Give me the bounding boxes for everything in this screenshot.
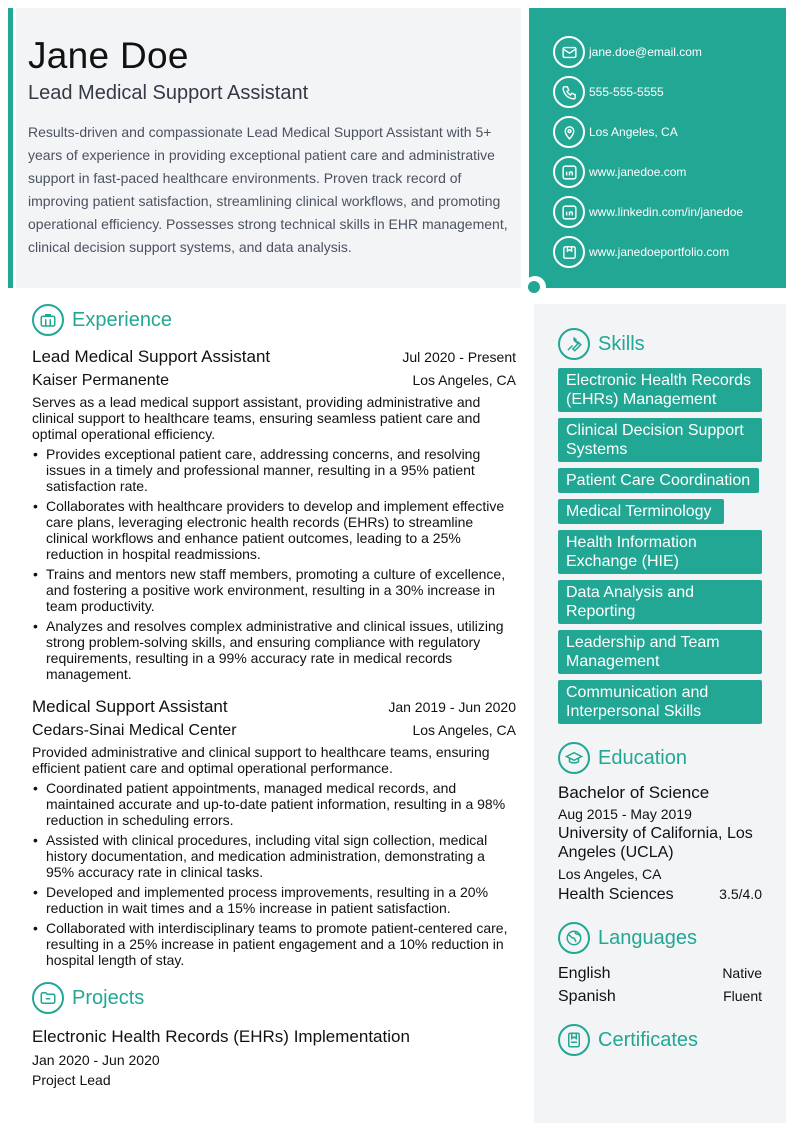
language-level: Fluent <box>723 988 762 1004</box>
list-item: • Analyzes and resolves complex administrative and clinical issues, utilizing strong problem-solving skills, and ensuring compliance with regulatory requirements, resulting in a 99% accuracy rate in medical records management. <box>32 618 516 682</box>
language-name: Spanish <box>558 988 616 1005</box>
section-title: Languages <box>598 926 697 949</box>
skills-heading <box>558 328 762 360</box>
language-row <box>558 962 762 985</box>
briefcase-icon <box>32 304 64 336</box>
list-item: • Coordinated patient appointments, managed medical records, and maintained accurate and up-to-date patient information, resulting in a 98% reduction in scheduling errors. <box>32 780 516 828</box>
job-company: Cedars-Sinai Medical Center <box>32 722 237 739</box>
job-bullets <box>32 446 516 682</box>
job-location: Los Angeles, CA <box>412 372 516 388</box>
skills-section <box>558 328 762 730</box>
languages-section <box>558 922 762 1008</box>
contact-panel <box>529 8 786 288</box>
list-item: • Collaborated with interdisciplinary teams to promote patient-centered care, resulting in a 25% increase in patient engagement and a 10% reduction in hospital length of stay. <box>32 920 516 968</box>
portfolio-icon <box>553 236 585 268</box>
skill-tag: Patient Care Coordination <box>558 468 759 493</box>
candidate-name: Jane Doe <box>28 35 189 76</box>
language-level: Native <box>722 965 762 981</box>
education-field: Health Sciences <box>558 886 674 903</box>
wrench-icon <box>558 328 590 360</box>
language-name: English <box>558 965 611 982</box>
skill-tag: Medical Terminology <box>558 499 724 524</box>
list-item: • Provides exceptional patient care, addressing concerns, and resolving issues in a timely and professional manner, resulting in a 95% patient satisfaction rate. <box>32 446 516 494</box>
globe-icon <box>558 922 590 954</box>
certificate-icon <box>558 1024 590 1056</box>
projects-heading <box>32 982 516 1014</box>
education-gpa: 3.5/4.0 <box>719 886 762 902</box>
education-location: Los Angeles, CA <box>558 866 662 882</box>
education-date: Aug 2015 - May 2019 <box>558 806 692 822</box>
professional-summary: Results-driven and compassionate Lead Medical Support Assistant with 5+ years of experience in providing exceptional patient care and administrative support in fast-paced healthcare environments. Proven track record of improving patient satisfaction, streamlining clinical workflows, and promoting operational efficiency. Possesses strong technical skills in EHR management, clinical decision support systems, and data analysis. <box>28 124 508 255</box>
project-title: Electronic Health Records (EHRs) Implementation <box>32 1027 410 1046</box>
folder-icon <box>32 982 64 1014</box>
contact-phone[interactable] <box>553 72 786 112</box>
languages-heading <box>558 922 762 954</box>
contact-website[interactable] <box>553 152 786 192</box>
contact-email[interactable] <box>553 32 786 72</box>
job-title: Medical Support Assistant <box>32 697 228 716</box>
education-section <box>558 742 762 904</box>
skill-tag: Communication and Interpersonal Skills <box>558 680 762 724</box>
email-text: jane.doe@email.com <box>589 45 702 59</box>
experience-section <box>32 304 516 968</box>
project-role: Project Lead <box>32 1072 111 1088</box>
job-entry <box>32 696 516 968</box>
timeline-dot <box>528 281 540 293</box>
main-column <box>32 304 516 1090</box>
map-pin-icon <box>553 116 585 148</box>
job-date: Jul 2020 - Present <box>402 349 516 365</box>
job-description: Provided administrative and clinical support to healthcare teams, ensuring efficient patient care and optimal operational performance. <box>32 744 490 776</box>
list-item: • Assisted with clinical procedures, including vital sign collection, medical history documentation, and medication administration, demonstrating a 95% accuracy rate in clinical tasks. <box>32 832 516 880</box>
candidate-role: Lead Medical Support Assistant <box>28 82 309 104</box>
portfolio-text: www.janedoeportfolio.com <box>589 245 730 259</box>
experience-heading <box>32 304 516 336</box>
job-entry <box>32 346 516 682</box>
job-location: Los Angeles, CA <box>412 722 516 738</box>
skill-list <box>558 368 762 730</box>
linkedin-icon <box>553 156 585 188</box>
contact-portfolio[interactable] <box>553 232 786 272</box>
resume-header <box>16 8 521 288</box>
list-item: • Developed and implemented process improvements, resulting in a 20% reduction in wait times and a 15% increase in patient satisfaction. <box>32 884 516 916</box>
language-row <box>558 985 762 1008</box>
list-item: • Collaborates with healthcare providers to develop and implement effective care plans, leveraging electronic health records (EHRs) to streamline clinical workflows and enhance patient outcomes, leading to a 25% reduction in hospital readmissions. <box>32 498 516 562</box>
linkedin-icon <box>553 196 585 228</box>
contact-linkedin[interactable] <box>553 192 786 232</box>
linkedin-text: www.linkedin.com/in/janedoe <box>589 205 744 219</box>
website-text: www.janedoe.com <box>589 165 687 179</box>
section-title: Skills <box>598 332 645 355</box>
list-item: • Trains and mentors new staff members, promoting a culture of excellence, and fostering a positive work environment, resulting in a 30% increase in team productivity. <box>32 566 516 614</box>
education-degree: Bachelor of Science <box>558 783 710 802</box>
job-bullets <box>32 780 516 968</box>
sidebar-column <box>534 304 786 1123</box>
skill-tag: Electronic Health Records (EHRs) Management <box>558 368 762 412</box>
skill-tag: Leadership and Team Management <box>558 630 762 674</box>
certificates-section <box>558 1024 762 1056</box>
project-date: Jan 2020 - Jun 2020 <box>32 1052 160 1068</box>
projects-section <box>32 982 516 1090</box>
skill-tag: Health Information Exchange (HIE) <box>558 530 762 574</box>
skill-tag: Clinical Decision Support Systems <box>558 418 762 462</box>
section-title: Certificates <box>598 1028 699 1051</box>
job-description: Serves as a lead medical support assistant, providing administrative and clinical support to healthcare teams, ensuring seamless patient care and optimal operational efficiency. <box>32 394 481 442</box>
accent-bar <box>8 8 13 288</box>
graduation-cap-icon <box>558 742 590 774</box>
section-title: Education <box>598 746 687 769</box>
education-school: University of California, Los Angeles (UCLA) <box>558 825 753 861</box>
email-icon <box>553 36 585 68</box>
job-date: Jan 2019 - Jun 2020 <box>388 699 516 715</box>
certificates-heading <box>558 1024 762 1056</box>
job-company: Kaiser Permanente <box>32 372 169 389</box>
location-text: Los Angeles, CA <box>589 125 678 139</box>
section-title: Experience <box>72 308 173 331</box>
phone-text: 555-555-5555 <box>589 85 664 99</box>
section-title: Projects <box>72 986 145 1009</box>
skill-tag: Data Analysis and Reporting <box>558 580 762 624</box>
phone-icon <box>553 76 585 108</box>
job-title: Lead Medical Support Assistant <box>32 347 271 366</box>
contact-location <box>553 112 786 152</box>
education-heading <box>558 742 762 774</box>
